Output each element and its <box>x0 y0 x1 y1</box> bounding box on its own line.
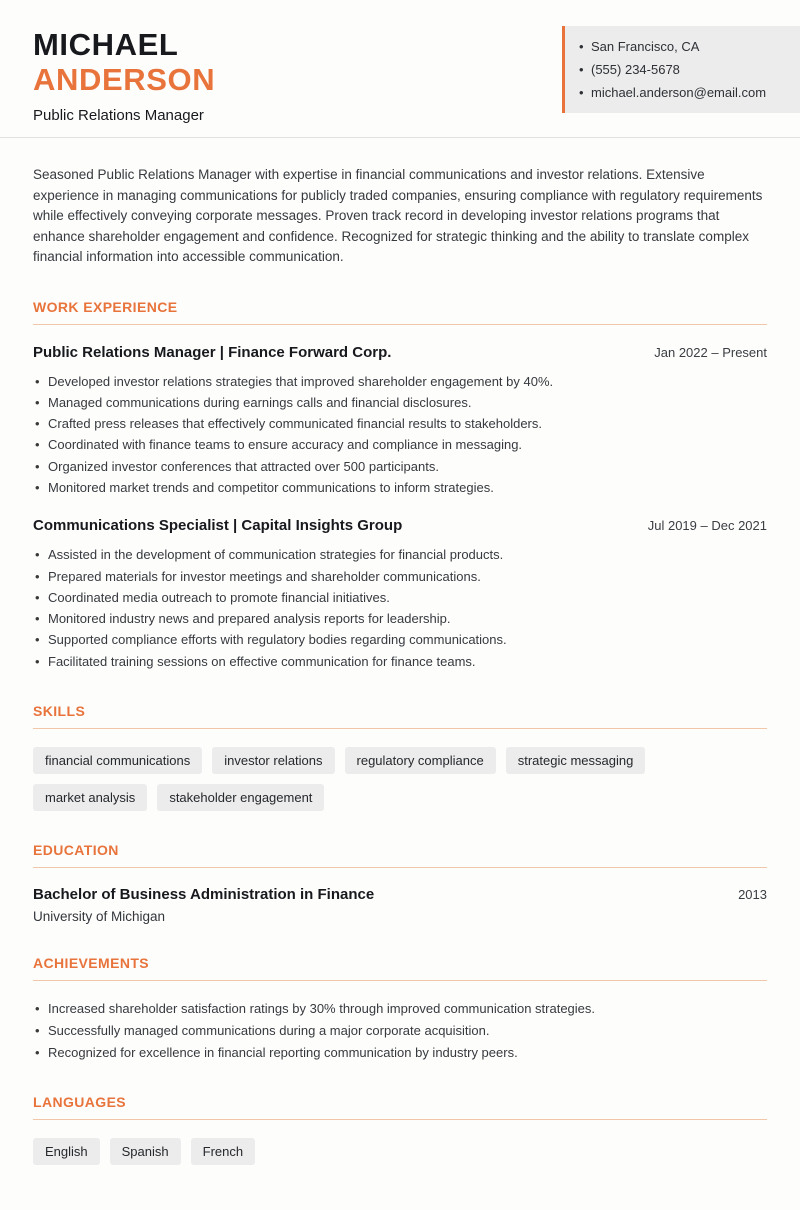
skill-tag: investor relations <box>212 747 334 774</box>
summary-paragraph: Seasoned Public Relations Manager with expertise in financial communications and investor relations. Extensive experience in managing communications for publicly traded companies, ensuring compliance with regulatory requirements while effectively conveying corporate messages. Proven track record in developing investor relations programs that enhance shareholder engagement and confidence. Recognized for strategic thinking and the ability to translate complex financial information into accessible communication. <box>33 167 763 264</box>
skill-tag: strategic messaging <box>506 747 646 774</box>
bullet-item: • Developed investor relations strategies that improved shareholder engagement by 40%. <box>33 371 767 392</box>
language-tag: English <box>33 1138 100 1165</box>
job-dates: Jul 2019 – Dec 2021 <box>647 518 767 534</box>
contact-location: • San Francisco, CA <box>579 35 786 58</box>
skill-tag: stakeholder engagement <box>157 784 324 811</box>
bullet-item: • Monitored market trends and competitor communications to inform strategies. <box>33 477 767 498</box>
bullet-item: • Managed communications during earnings calls and financial disclosures. <box>33 392 767 413</box>
contact-list <box>579 35 786 104</box>
bullet-item: • Successfully managed communications during a major corporate acquisition. <box>33 1020 767 1042</box>
language-tag: Spanish <box>110 1138 181 1165</box>
headline-job-title: Public Relations Manager <box>33 107 204 124</box>
education-year: 2013 <box>738 887 767 903</box>
job-dates: Jan 2022 – Present <box>654 344 767 360</box>
work-experience-heading: WORK EXPERIENCE <box>33 299 767 325</box>
section-work-experience <box>33 299 767 673</box>
section-education <box>33 842 767 924</box>
job-entry <box>33 344 767 499</box>
job-entry <box>33 517 767 672</box>
skill-tag: regulatory compliance <box>345 747 496 774</box>
bullet-item: • Prepared materials for investor meetings and shareholder communications. <box>33 566 767 587</box>
bullet-item: • Recognized for excellence in financial reporting communication by industry peers. <box>33 1042 767 1064</box>
job-bullet-list <box>33 371 767 499</box>
bullet-item: • Assisted in the development of communication strategies for financial products. <box>33 544 767 565</box>
skill-tag: market analysis <box>33 784 147 811</box>
first-name: MICHAEL <box>33 27 179 62</box>
bullet-item: • Facilitated training sessions on effective communication for finance teams. <box>33 651 767 672</box>
bullet-item: • Coordinated with finance teams to ensure accuracy and compliance in messaging. <box>33 434 767 455</box>
skills-tag-list <box>33 747 767 811</box>
skills-heading: SKILLS <box>33 703 767 729</box>
education-heading: EDUCATION <box>33 842 767 868</box>
bullet-item: • Monitored industry news and prepared analysis reports for leadership. <box>33 608 767 629</box>
bullet-item: • Organized investor conferences that attracted over 500 participants. <box>33 456 767 477</box>
bullet-item: • Crafted press releases that effectively communicated financial results to stakeholders. <box>33 413 767 434</box>
contact-email: • michael.anderson@email.com <box>579 81 786 104</box>
languages-heading: LANGUAGES <box>33 1094 767 1120</box>
skill-tag: financial communications <box>33 747 202 774</box>
achievements-heading: ACHIEVEMENTS <box>33 955 767 981</box>
education-degree: Bachelor of Business Administration in Finance <box>33 886 375 904</box>
job-position: Public Relations Manager | Finance Forward Corp. <box>33 343 392 361</box>
resume-header <box>0 0 800 138</box>
bullet-item: • Supported compliance efforts with regulatory bodies regarding communications. <box>33 629 767 650</box>
bullet-item: • Increased shareholder satisfaction ratings by 30% through improved communication strategies. <box>33 998 767 1020</box>
education-school: University of Michigan <box>33 909 166 925</box>
language-tag: French <box>191 1138 255 1165</box>
job-bullet-list <box>33 544 767 672</box>
job-position: Communications Specialist | Capital Insights Group <box>33 517 403 535</box>
resume-content <box>0 165 800 1210</box>
section-skills <box>33 703 767 811</box>
job-header <box>33 517 767 534</box>
section-achievements <box>33 955 767 1063</box>
last-name: ANDERSON <box>33 62 216 97</box>
education-entry <box>33 886 767 903</box>
contact-box <box>562 26 800 113</box>
achievements-bullet-list <box>33 998 767 1063</box>
bullet-item: • Coordinated media outreach to promote financial initiatives. <box>33 587 767 608</box>
contact-phone: • (555) 234-5678 <box>579 58 786 81</box>
job-header <box>33 344 767 361</box>
languages-tag-list <box>33 1138 767 1165</box>
